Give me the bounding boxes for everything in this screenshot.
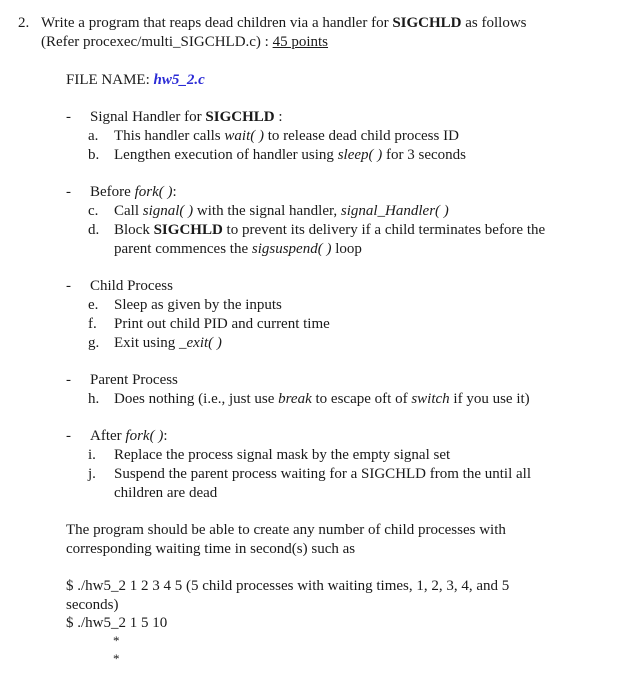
item-letter: h. <box>88 391 100 407</box>
bullet-dash: - <box>66 428 71 444</box>
list-item-a: a. This handler calls wait( ) to release dead child process ID <box>88 128 459 144</box>
bullet-dash: - <box>66 372 71 388</box>
file-name-value: hw5_2.c <box>153 72 205 88</box>
file-name-label: FILE NAME: <box>66 72 154 88</box>
item-letter: a. <box>88 128 99 144</box>
list-item-f: f. Print out child PID and current time <box>88 316 330 332</box>
list-item-h: h. Does nothing (i.e., just use break to escape oft of switch if you use it) <box>88 391 530 407</box>
list-item-g: g. Exit using _exit( ) <box>88 335 222 351</box>
item-letter: f. <box>88 316 97 332</box>
section-title: Signal Handler for SIGCHLD : <box>90 109 283 125</box>
asterisk-1: * <box>113 633 120 648</box>
section-title: Before fork( ): <box>90 184 177 200</box>
item-letter: d. <box>88 222 100 238</box>
bullet-dash: - <box>66 278 71 294</box>
section-title: Parent Process <box>90 372 178 388</box>
item-letter: b. <box>88 147 100 163</box>
section-signal-handler <box>66 108 606 168</box>
section-after-fork <box>66 427 606 507</box>
item-letter: e. <box>88 297 99 313</box>
section-before-fork <box>66 183 606 263</box>
file-name-line <box>66 71 205 90</box>
item-letter: g. <box>88 335 100 351</box>
item-letter: c. <box>88 203 99 219</box>
closing-paragraph: The program should be able to create any number of child processes with corresponding waiting time in second(s) such as <box>66 522 506 557</box>
bullet-dash: - <box>66 184 71 200</box>
section-parent-process <box>66 371 606 411</box>
question-line-1: Write a program that reaps dead children via a handler for SIGCHLD as follows <box>41 15 527 31</box>
section-title: After fork( ): <box>90 428 168 444</box>
example-command-2: $ ./hw5_2 1 5 10 <box>66 615 168 631</box>
list-item-d: d. Block SIGCHLD to prevent its delivery if a child terminates before the parent commences the sigsuspend( ) loop <box>88 222 546 257</box>
item-letter: i. <box>88 447 96 463</box>
question-number: 2. <box>18 15 30 31</box>
question-line-2: (Refer procexec/multi_SIGCHLD.c) : 45 points <box>41 33 329 50</box>
list-item-j: j. Suspend the parent process waiting for a SIGCHLD from the until all children are dead <box>88 466 531 501</box>
points-value: 45 points <box>272 33 329 50</box>
section-title: Child Process <box>90 278 173 294</box>
bullet-dash: - <box>66 109 71 125</box>
list-item-b: b. Lengthen execution of handler using sleep( ) for 3 seconds <box>88 147 466 163</box>
example-command-1: $ ./hw5_2 1 2 3 4 5 (5 child processes with waiting times, 1, 2, 3, 4, and 5 seconds) <box>66 578 510 613</box>
list-item-e: e. Sleep as given by the inputs <box>88 297 282 313</box>
question-heading <box>41 14 616 51</box>
item-letter: j. <box>88 466 96 482</box>
list-item-c: c. Call signal( ) with the signal handler, signal_Handler( ) <box>88 203 449 219</box>
section-child-process <box>66 277 606 355</box>
list-item-i: i. Replace the process signal mask by the empty signal set <box>88 447 451 463</box>
asterisk-2: * <box>113 651 120 666</box>
sigchld-bold: SIGCHLD <box>392 15 462 31</box>
